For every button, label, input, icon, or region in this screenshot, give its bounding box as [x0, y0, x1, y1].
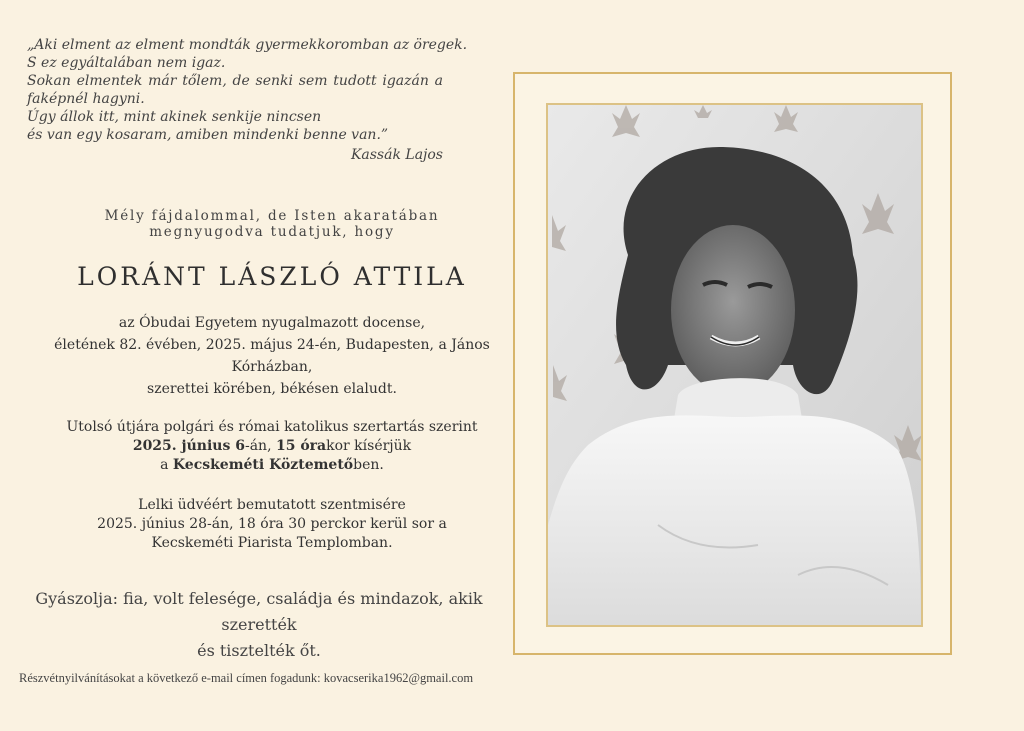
- details-line: Kórházban,: [231, 359, 313, 375]
- announcement-intro: [27, 208, 517, 240]
- mourners-line: és tisztelték őt.: [197, 641, 321, 660]
- portrait-photo: [546, 103, 923, 627]
- intro-line: megnyugodva tudatjuk, hogy: [149, 224, 395, 240]
- portrait-illustration: [548, 105, 921, 625]
- funeral-place: Kecskeméti Köztemető: [172, 457, 354, 473]
- funeral-date: 2025. június 6: [132, 438, 245, 454]
- funeral-date-line: 2025. június 6-án, 15 órakor kísérjük: [132, 438, 412, 454]
- mass-line: 2025. június 28-án, 18 óra 30 perckor kerül sor a: [97, 516, 447, 532]
- condolence-contact: Részvétnyilvánításokat a következő e-mail címen fogadunk: kovacserika1962@gmail.com: [19, 671, 474, 685]
- intro-line: Mély fájdalommal, de Isten akaratában: [104, 208, 440, 224]
- mourners-line: Gyászolja: fia, volt felesége, családja és mindazok, akik szerették: [35, 589, 483, 634]
- quote-line: Sokan elmentek már tőlem, de senki sem tudott igazán a: [27, 73, 443, 89]
- life-details: [27, 312, 517, 400]
- quote-line: és van egy kosaram, amiben mindenki benne van.”: [27, 127, 389, 143]
- mass-line: Lelki üdvéért bemutatott szentmisére: [138, 497, 406, 513]
- funeral-hour: 15 óra: [275, 438, 327, 454]
- details-line: az Óbudai Egyetem nyugalmazott docense,: [118, 315, 426, 331]
- funeral-place-line: a Kecskeméti Köztemetőben.: [160, 457, 384, 473]
- quote-line: S ez egyáltalában nem igaz.: [27, 55, 226, 71]
- mass-line: Kecskeméti Piarista Templomban.: [151, 535, 393, 551]
- details-line: életének 82. évében, 2025. május 24-én, Budapesten, a János: [54, 337, 490, 353]
- funeral-details: [27, 418, 517, 475]
- mourners: [10, 586, 508, 664]
- quote-line: „Aki elment az elment mondták gyermekkoromban az öregek.: [27, 37, 468, 53]
- poem-quote: [27, 36, 468, 164]
- quote-line: Úgy állok itt, mint akinek senkije nincsen: [27, 109, 322, 125]
- funeral-line: Utolsó útjára polgári és római katolikus szertartás szerint: [66, 419, 478, 435]
- deceased-name: LORÁNT LÁSZLÓ ATTILA: [77, 262, 467, 291]
- quote-line: faképnél hagyni.: [27, 91, 145, 107]
- details-line: szerettei körében, békésen elaludt.: [147, 381, 397, 397]
- mass-details: [27, 496, 517, 553]
- quote-author: Kassák Lajos: [350, 147, 443, 163]
